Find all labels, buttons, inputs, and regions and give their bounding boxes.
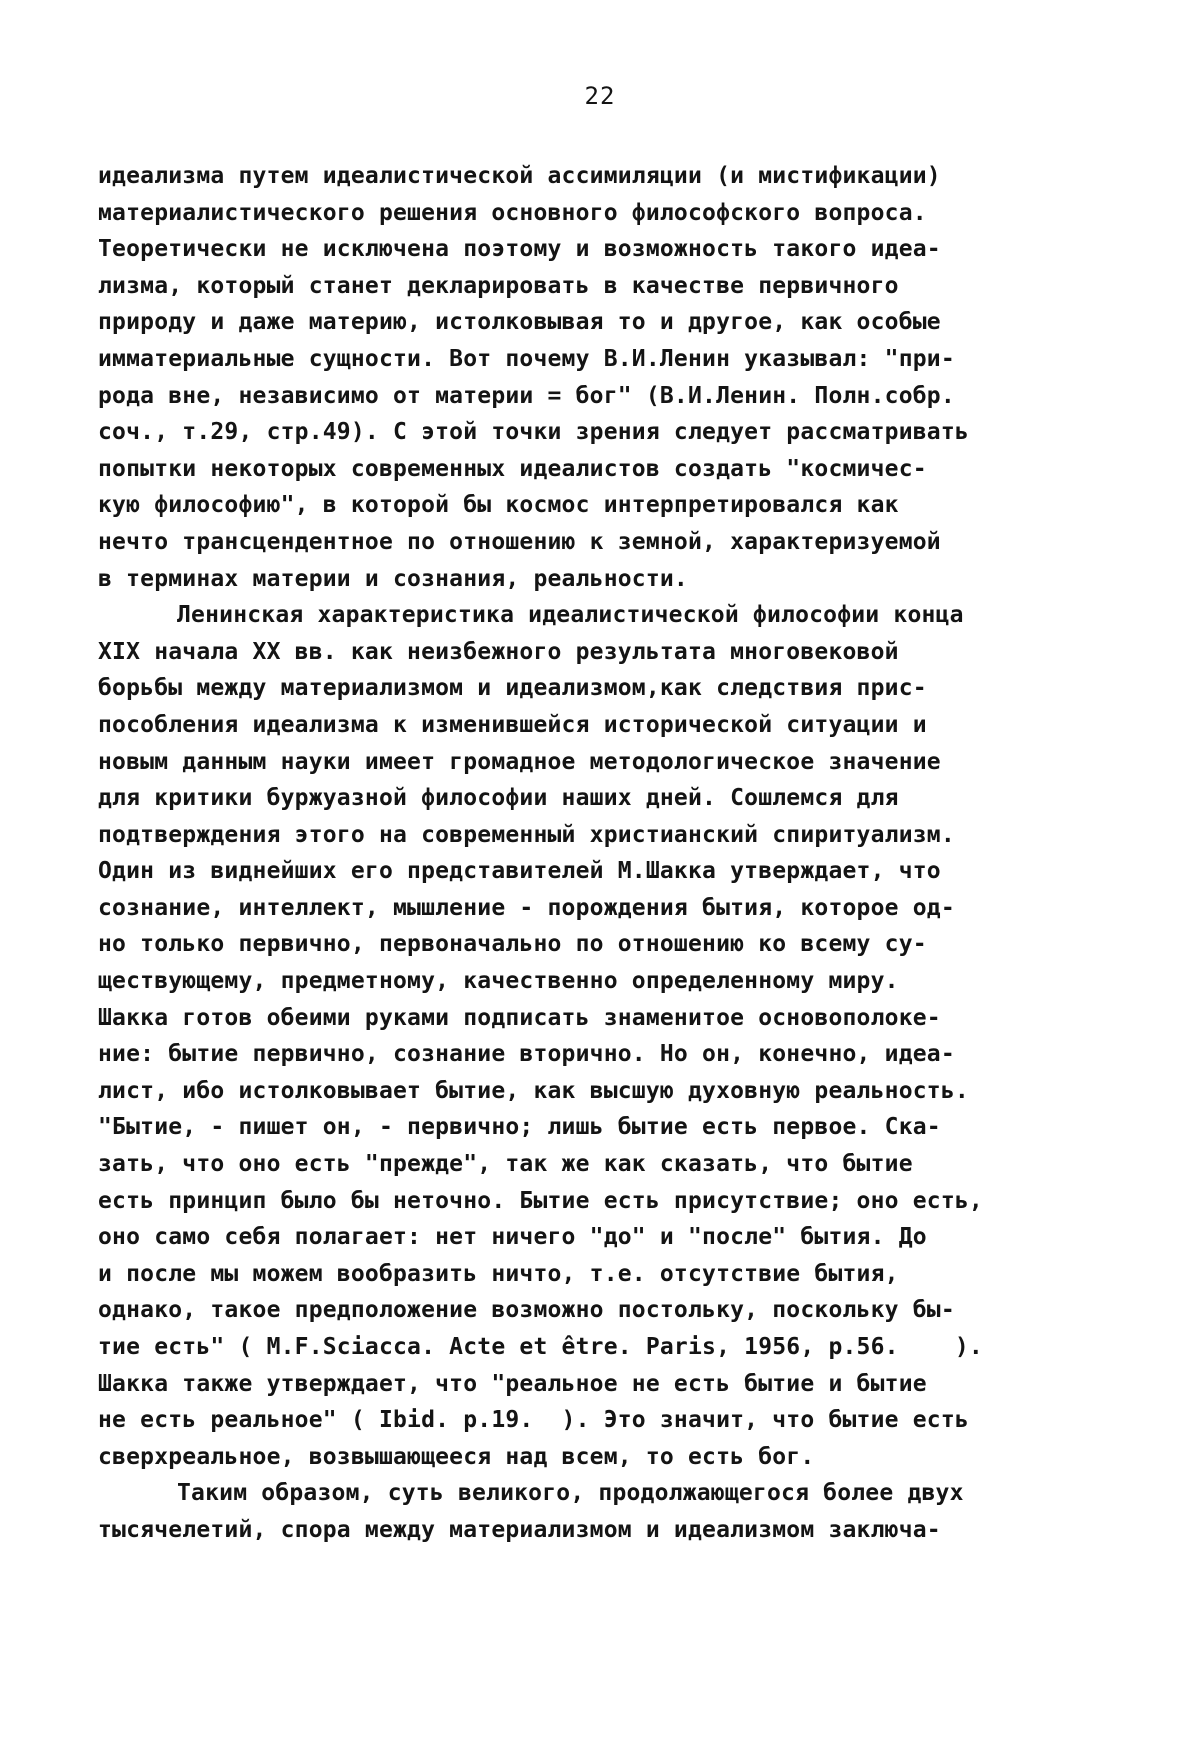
text-line: имматериальные сущности. Вот почему В.И.Ленин указывал: "при- xyxy=(98,345,955,372)
text-line: лист, ибо истолковывает бытие, как высшую духовную реальность. xyxy=(98,1077,969,1104)
text-line: пособления идеализма к изменившейся исторической ситуации и xyxy=(98,711,927,738)
text-line: Теоретически не исключена поэтому и возможность такого идеа- xyxy=(98,236,941,263)
text-line: подтверждения этого на современный христианский спиритуализм. xyxy=(98,821,955,848)
text-line: не есть реальное" ( Ibid. p.19. ). Это значит, что бытие есть xyxy=(98,1407,969,1434)
text-line: есть принцип было бы неточно. Бытие есть присутствие; оно есть, xyxy=(98,1187,983,1214)
text-line: нечто трансцендентное по отношению к земной, характеризуемой xyxy=(98,528,941,555)
text-line: и после мы можем вообразить ничто, т.е. отсутствие бытия, xyxy=(98,1260,899,1287)
text-line: зать, что оно есть "прежде", так же как сказать, что бытие xyxy=(98,1151,913,1178)
text-line: однако, такое предположение возможно постольку, поскольку бы- xyxy=(98,1297,955,1324)
text-line: рода вне, независимо от материи = бог" (В.И.Ленин. Полн.собр. xyxy=(98,382,955,409)
text-line: Шакка также утверждает, что "реальное не есть бытие и бытие xyxy=(98,1370,927,1397)
text-line: сознание, интеллект, мышление - порождения бытия, которое од- xyxy=(98,894,955,921)
text-line: Шакка готов обеими руками подписать знаменитое основополоке- xyxy=(98,1004,941,1031)
text-line: XIX начала XX вв. как неизбежного результата многовековой xyxy=(98,638,899,665)
text-line: "Бытие, - пишет он, - первично; лишь бытие есть первое. Ска- xyxy=(98,1114,941,1141)
text-line: ние: бытие первично, сознание вторично. Но он, конечно, идеа- xyxy=(98,1041,955,1068)
text-line: тысячелетий, спора между материализмом и идеализмом заключа- xyxy=(98,1516,941,1543)
paragraph-start-line: Таким образом, суть великого, продолжающегося более двух xyxy=(177,1480,964,1507)
text-line: но только первично, первоначально по отношению ко всему су- xyxy=(98,931,927,958)
text-line: соч., т.29, стр.49). С этой точки зрения следует рассматривать xyxy=(98,419,969,446)
text-line: тие есть" ( M.F.Sciacca. Acte et être. Paris, 1956, p.56. ). xyxy=(98,1334,983,1360)
text-line: новым данным науки имеет громадное методологическое значение xyxy=(98,748,941,775)
body-text xyxy=(98,158,1108,1549)
page-number: 22 xyxy=(584,82,616,110)
text-line: оно само себя полагает: нет ничего "до" и "после" бытия. До xyxy=(98,1224,927,1251)
text-line: ществующему, предметному, качественно определенному миру. xyxy=(98,968,899,995)
text-line: Один из виднейших его представителей М.Шакка утверждает, что xyxy=(98,858,941,885)
text-line: материалистического решения основного философского вопроса. xyxy=(98,199,927,226)
text-line: идеализма путем идеалистической ассимиляции (и мистификации) xyxy=(98,163,941,189)
text-line: кую философию", в которой бы космос интерпретировался как xyxy=(98,492,899,519)
text-line: борьбы между материализмом и идеализмом,как следствия прис- xyxy=(98,675,927,702)
text-line: попытки некоторых современных идеалистов создать "космичес- xyxy=(98,455,927,482)
paragraph-start-line: Ленинская характеристика идеалистической философии конца xyxy=(177,602,964,629)
text-line: сверхреальное, возвышающееся над всем, то есть бог. xyxy=(98,1443,815,1470)
text-line: в терминах материи и сознания, реальности. xyxy=(98,565,688,592)
text-line: природу и даже материю, истолковывая то и другое, как особые xyxy=(98,309,941,336)
text-line: для критики буржуазной философии наших дней. Сошлемся для xyxy=(98,785,899,812)
text-line: лизма, который станет декларировать в качестве первичного xyxy=(98,272,899,299)
